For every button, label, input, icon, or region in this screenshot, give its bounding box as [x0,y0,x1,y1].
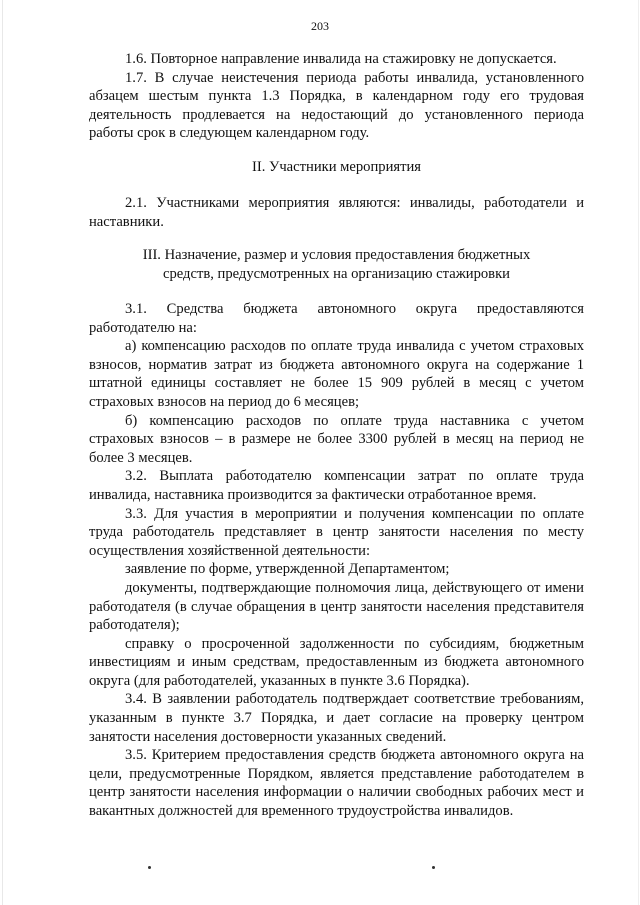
paragraph-3-3-item-3: справку о просроченной задолженности по субсидиям, бюджетным инвестициям и иным средствам, предоставленным из бюджета автономного округа (для работодателей, указанных в пункте 3.6 Порядка). [89,635,584,689]
scan-edge-left [2,0,3,905]
paragraph-1-7: 1.7. В случае неистечения периода работы инвалида, установленного абзацем шестым пункта 1.3 Порядка, в календарном году его трудовая деятельность продлевается на недостающий до установленного периода работы срок в следующем календарном году. [89,69,584,142]
paragraph-2-1: 2.1. Участниками мероприятия являются: инвалиды, работодатели и наставники. [89,195,584,230]
paragraph-3-3-item-2: документы, подтверждающие полномочия лица, действующего от имени работодателя (в случае обращения в центр занятости населения представителя работодателя); [89,579,584,634]
paragraph-1-6: 1.6. Повторное направление инвалида на стажировку не допускается. [125,51,557,67]
scan-speck-left [148,866,151,869]
scan-edge-right [638,0,639,905]
paragraph-3-3: 3.3. Для участия в мероприятии и получения компенсации по оплате труда работодатель представляет в центр занятости населения по месту осуществления хозяйственной деятельности: [89,505,584,559]
scan-speck-right [432,866,435,869]
paragraph-3-5: 3.5. Критерием предоставления средств бюджета автономного округа на цели, предусмотренные Порядком, является представление работодателем в центр занятости населения информации о наличии свободных рабочих мест и вакантных должностей для временного трудоустройства инвалидов. [89,747,584,820]
paragraph-3-4: 3.4. В заявлении работодатель подтверждает соответствие требованиям, указанным в пункте 3.7 Порядка, и дает согласие на проверку центром занятости населения достоверности указанных сведений. [89,691,584,745]
paragraph-3-1-a: а) компенсацию расходов по оплате труда инвалида с учетом страховых взносов, норматив затрат из бюджета автономного округа на содержание 1 штатной единицы составляет не более 15 909 рублей в месяц с учетом страховых взносов на период до 6 месяцев; [89,338,584,410]
paragraph-3-1: 3.1. Средства бюджета автономного округа предоставляются работодателю на: [89,301,584,336]
paragraph-3-3-item-1: заявление по форме, утвержденной Департаментом; [125,561,450,578]
page-number: 203 [311,19,329,33]
section-2-heading: II. Участники мероприятия [251,159,422,175]
paragraph-3-2: 3.2. Выплата работодателю компенсации затрат по оплате труда инвалида, наставника производится за фактически отработанное время. [89,468,584,503]
section-3-heading-block [89,246,584,283]
section-2 [89,158,584,177]
section-2-body [89,194,584,231]
paragraph-3-1-b: б) компенсацию расходов по оплате труда наставника с учетом страховых взносов – в размере не более 3300 рублей в месяц на период не более 3 месяцев. [89,412,584,466]
section-3-heading-line-1: III. Назначение, размер и условия предоставления бюджетных [142,247,531,263]
section-3-body [89,300,584,821]
section-3-heading-line-2: средств, предусмотренных на организацию стажировки [163,265,510,282]
section-1-continuation [89,50,584,143]
